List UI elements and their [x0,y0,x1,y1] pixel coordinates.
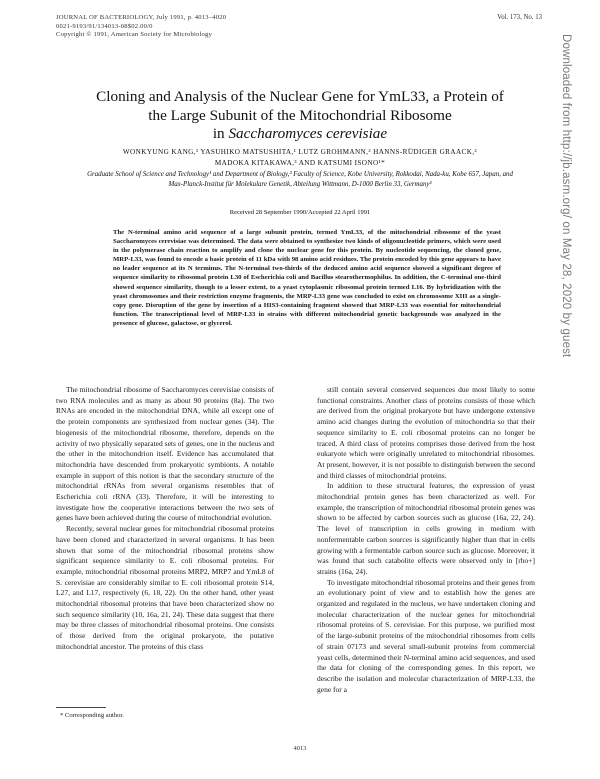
title-line-2: the Large Subunit of the Mitochondrial Ribosome [148,106,452,124]
affiliations: Graduate School of Science and Technology¹ and Department of Biology,³ Faculty of Science, Kobe University, Rokkodai, Nada-ku, Kobe 657, Japan, and Max-Planck-Institut für Molekulare Genetik, Abteilung Wittmann, D-1000 Berlin 33, Germany² [87,171,513,188]
title-line-3 [40,125,560,144]
footnote-divider [56,707,106,708]
journal-citation: JOURNAL OF BACTERIOLOGY, July 1991, p. 4013–4020 [56,14,227,21]
download-stamp: Downloaded from http://jb.asm.org/ on May 28, 2020 by guest [560,34,572,358]
author-line-1: WONKYUNG KANG,¹ YASUHIKO MATSUSHITA,¹ LUTZ GROHMANN,² HANNS-RÜDIGER GRAACK,² [122,148,478,156]
paragraph: The mitochondrial ribosome of Saccharomyces cerevisiae consists of two RNA molecules and as many as about 90 proteins (8a). The two RNAs are encoded in the mitochondrial DNA, while all except one of the protein components are synthesized from nuclear genes (34). The biogenesis of the mitochondrial ribosome, therefore, depends on the activity of two physically separated sets of genes, one in the nucleus and the other in the mitochondrion itself. Evidence has accumulated that mitochondria have descended from prokaryotic symbionts. A notable example in support of this notion is that the secondary structure of the mitochondrial rRNAs from several organisms resembles that of Escherichia coli rRNA (33). Therefore, it will be interesting to investigate how the cooperative interactions between the two sets of genes have been achieved during the course of mitochondrial evolution. [56,385,274,523]
paragraph: To investigate mitochondrial ribosomal proteins and their genes from an evolutionary point of view and to establish how the genes are organized and regulated in the nucleus, we have undertaken cloning and molecular characterization of the nuclear genes for mitochondrial ribosomal proteins of S. cerevisiae. For this purpose, we purified most of the large-subunit proteins of the mitochondrial ribosomes from cells of strain 07173 and several small-subunit proteins from commercial yeast cells, determined their N-terminal amino acid sequences, and used the data for cloning of the corresponding genes. In this report, we describe the isolation and molecular characterization of MRP-L33, the gene for a [317,577,535,694]
volume-number: Vol. 173, No. 13 [497,14,542,21]
paragraph: Recently, several nuclear genes for mitochondrial ribosomal proteins have been cloned and characterized in several organisms. It has been shown that some of the mitochondrial ribosomal proteins show significant sequence similarity to E. coli ribosomal proteins. For example, mitochondrial ribosomal proteins MRP2, MRP7 and YmL8 of S. cerevisiae are considerably similar to E. coli ribosomal protein S14, L27, and L17, respectively (6, 18, 22). On the other hand, other yeast mitochondrial ribosomal proteins that have been characterized show no such sequence similarity (10, 16a, 21, 24). These data suggest that there may be three classes of mitochondrial ribosomal proteins. One consists of those derived from the original prokaryote, the putative mitochondrial ancestor. The proteins of this class [56,524,274,651]
paragraph: In addition to these structural features, the expression of yeast mitochondrial protein genes has been characterized as well. For example, the transcription of mitochondrial ribosomal protein genes was shown to be affected by carbon sources such as glucose (16a, 22, 24). The level of transcription in cells growing in medium with nonfermentable carbon sources is significantly higher than that in cells growing with a fermentable carbon source such as glucose. Moreover, it was found that such catabolite effects were observed only in [rho+] strains (16a, 24). [317,481,535,576]
paragraph: still contain several conserved sequences due most likely to some functional constraints. Another class of proteins consists of those which are derived from the original prokaryote but have undergone extensive amino acid changes during the evolution of mitochondria so that their sequence similarity to E. coli ribosomal proteins can no longer be traced. A third class of proteins comprises those derived from the host eukaryote which were originally unrelated to mitochondrial ribosomes. At present, however, it is not possible to distinguish between the second and third classes of mitochondrial proteins. [317,385,535,480]
journal-header [56,14,226,40]
received-date: Received 28 September 1990/Accepted 22 April 1991 [229,209,371,216]
footnote: * Corresponding author. [60,712,124,719]
issn-line: 0021-9193/91/134013-08$02.00/0 [56,22,153,30]
copyright-line: Copyright © 1991, American Society for Microbiology [56,31,213,39]
author-line-2: MADOKA KITAKAWA,³ AND KATSUMI ISONO¹* [214,158,386,167]
article-title [40,88,560,144]
author-list [40,147,560,168]
title-line-3-prefix: in [212,125,229,142]
abstract: The N-terminal amino acid sequence of a large subunit protein, termed YmL33, of the mitochondrial ribosome of the yeast Saccharomyces cerevisiae was determined. The data were obtained to synthesize two kinds of oligonucleotide primers, which were used in the polymerase chain reaction to amplify and clone the nuclear gene for this protein. By nucleotide sequencing, the cloned gene, MRP-L33, was found to encode a basic protein of 11 kDa with 98 amino acid residues. The protein encoded by this gene appears to have no leader sequence at its N terminus. The N-terminal two-thirds of the deduced amino acid sequence showed a significant degree of sequence similarity to ribosomal protein L30 of Escherichia coli and Bacillus stearothermophilus. In addition, the C-terminal one-third showed sequence similarity, though to a lesser extent, to a yeast cytoplasmic ribosomal protein termed L16. By hybridization with the yeast chromosomes and their restriction enzyme fragments, the MRP-L33 gene was concluded to exist on chromosome XIII as a single-copy gene. Disruption of the gene by insertion of a HIS3-containing fragment showed that MRP-L33 was essential for mitochondrial function. The transcriptional level of MRP-L33 in strains with different mitochondrial genetic backgrounds was analyzed in the presence of glucose, galactose, or glycerol. [113,229,501,327]
body-column-right [317,385,535,695]
page-number: 4013 [293,745,307,752]
title-species: Saccharomyces cerevisiae [228,125,388,142]
body-column-left [56,385,274,653]
title-line-1: Cloning and Analysis of the Nuclear Gene for YmL33, a Protein of [96,88,504,105]
